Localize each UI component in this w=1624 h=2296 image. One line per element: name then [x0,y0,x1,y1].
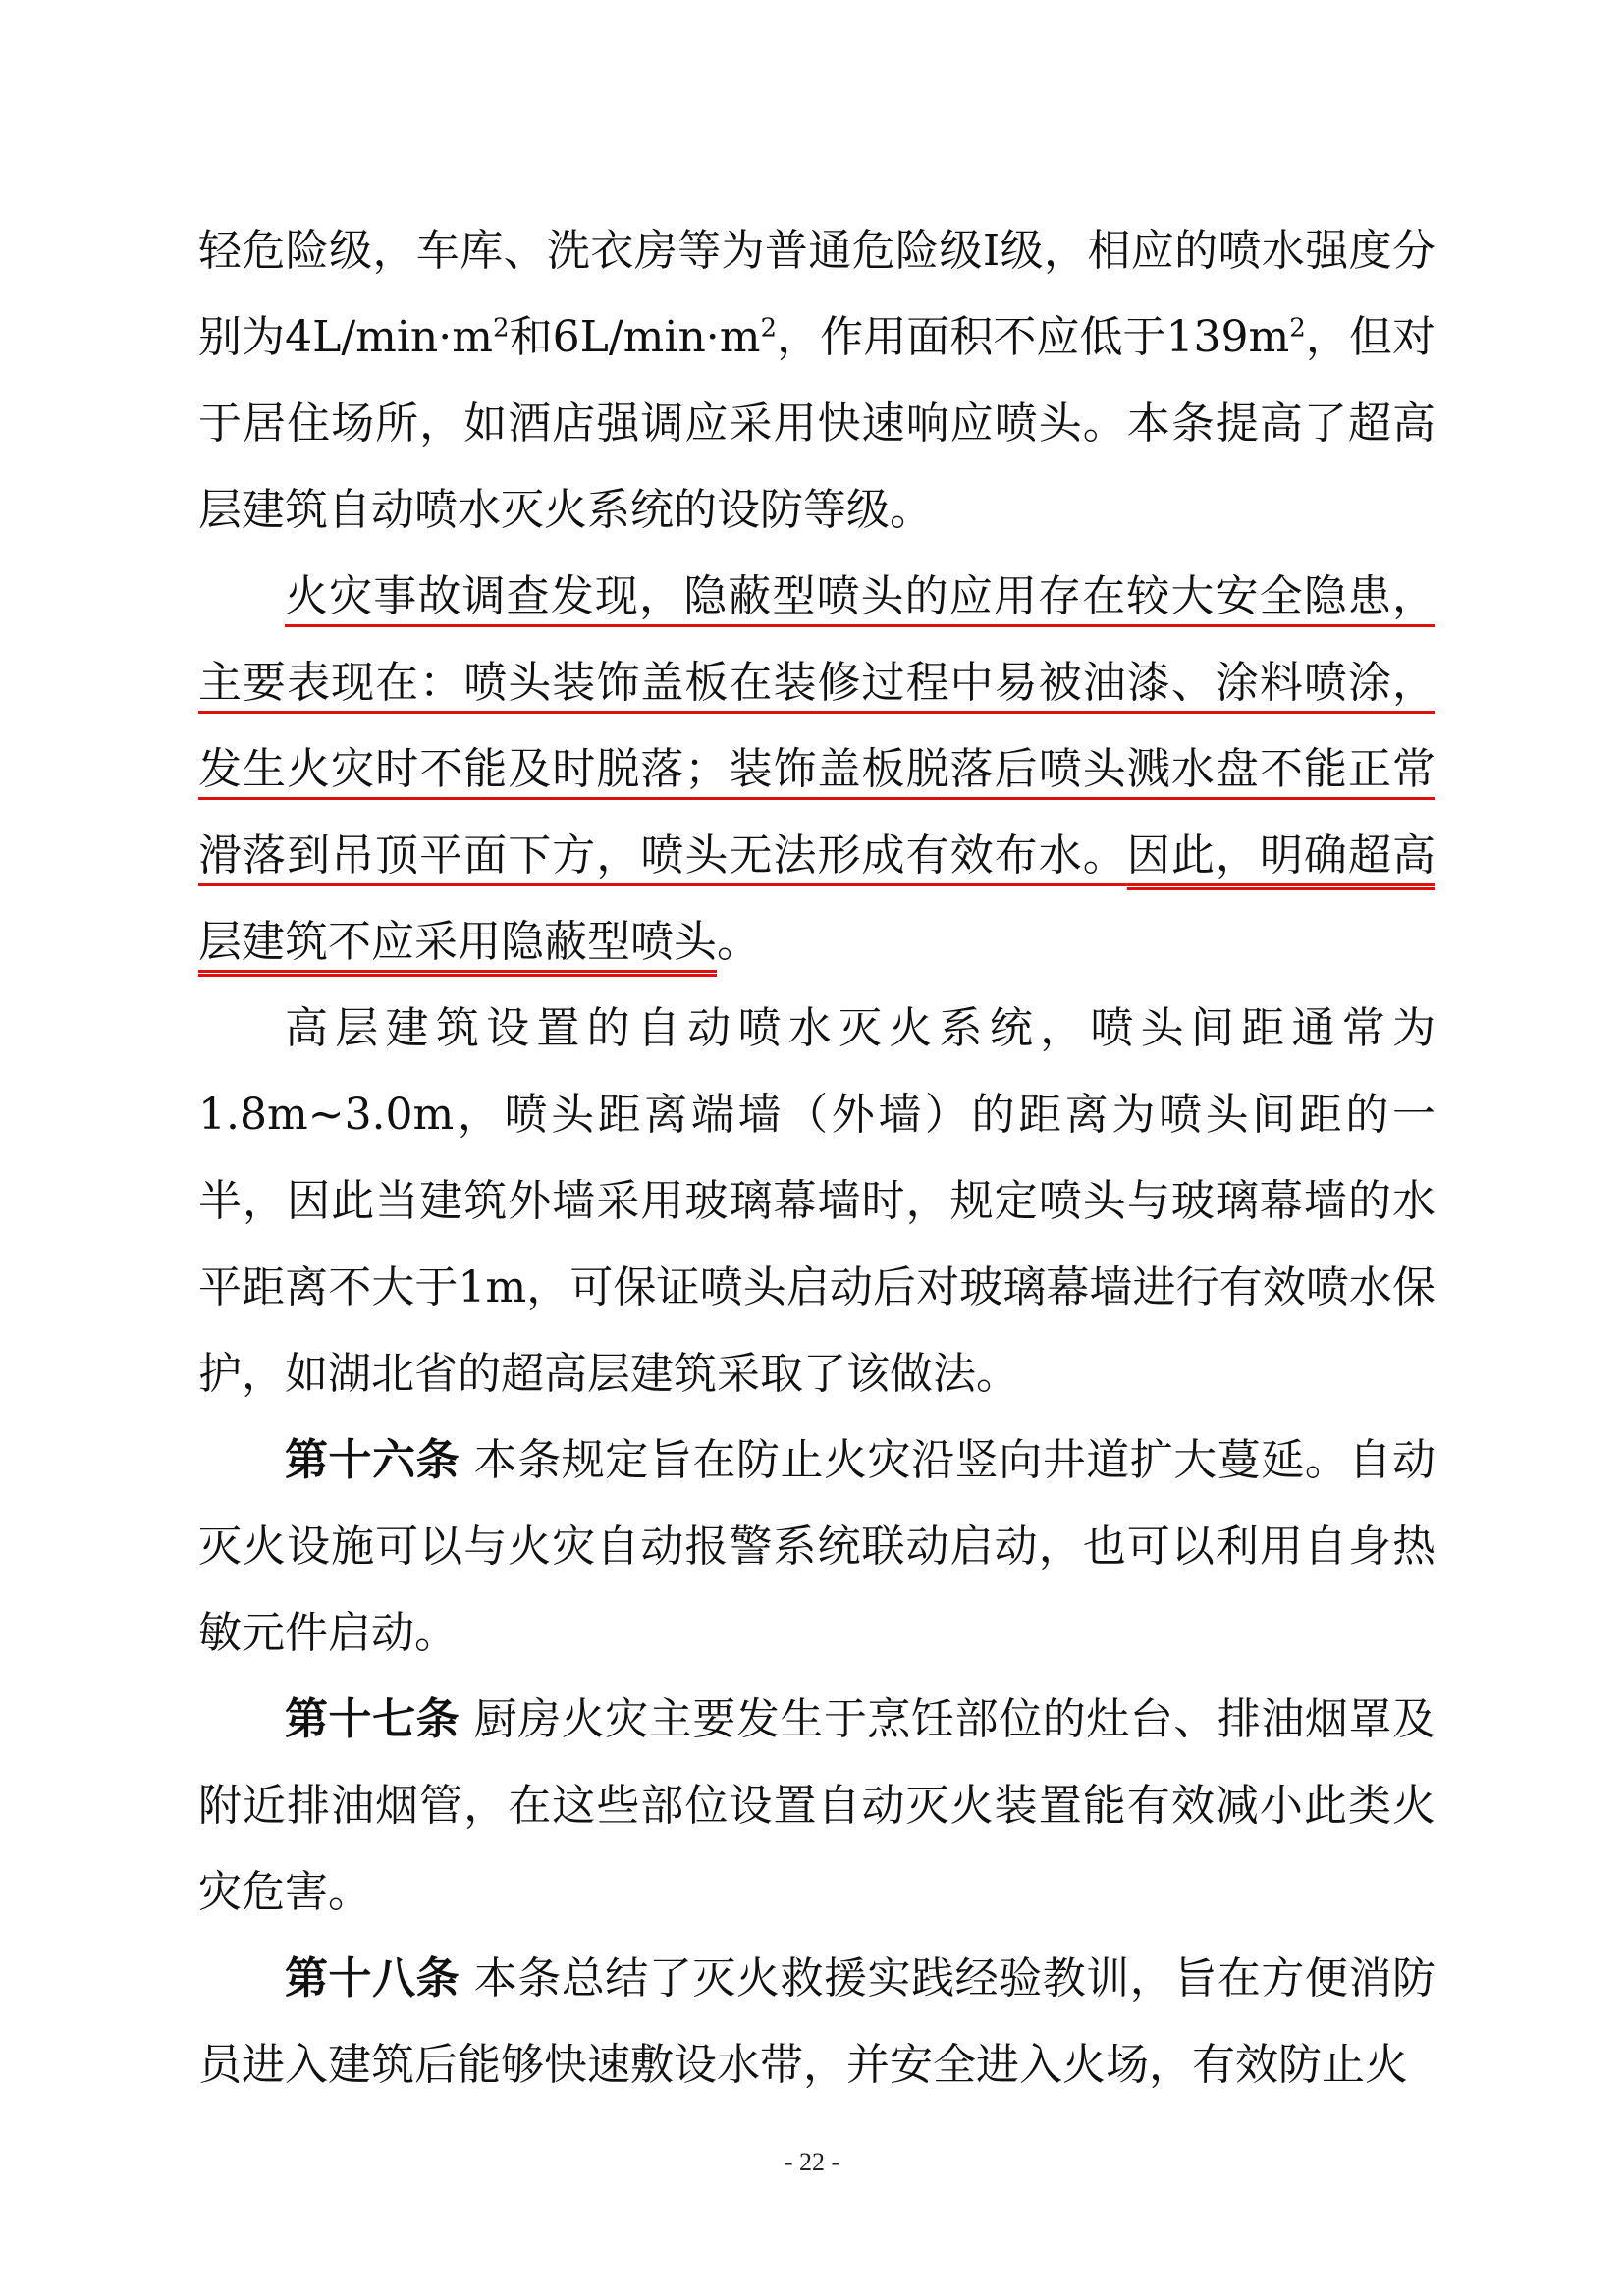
paragraph-text: 轻危险级，车库、洗衣房等为普通危险级Ⅰ级，相应的喷水强度分别为4L/min·m [198,226,1435,362]
paragraph-text: ，但对于居住场所，如酒店强调应采用快速响应喷头。本条提高了超高层建筑自动喷水灭火系统的设防等级。 [198,312,1435,535]
paragraph-text: 和6L/min·m [509,312,761,362]
paragraph-text: 本条总结了灭火救援实践经验教训，旨在方便消防员进入建筑后能够快速敷设水带，并安全进入火场，有效防止火 [198,1953,1435,2090]
underlined-text: 火灾事故调查发现，隐蔽型喷头的应用存在较大安全隐患，主要表现在：喷头装饰盖板在装修过程中易被油漆、涂料喷涂，发生火灾时不能及时脱落；装饰盖板脱落后喷头溅水盘不能正常滑落到吊顶平面下方，喷头无法形成有效布水。 [198,571,1435,881]
superscript: 2 [492,313,510,344]
article-heading: 第十七条 [285,1694,460,1744]
paragraph-article-16 [198,1417,1435,1677]
paragraph-sprinkler-spacing [198,986,1435,1417]
page-number: - 22 - [784,2148,840,2176]
paragraph-text: 厨房火灾主要发生于烹饪部位的灶台、排油烟罩及附近排油烟管，在这些部位设置自动灭火装置能有效减小此类火灾危害。 [198,1694,1435,1917]
article-heading: 第十八条 [285,1953,460,2003]
paragraph-text: ，作用面积不应低于139m [777,312,1290,362]
paragraph-concealed-sprinkler [198,554,1435,986]
paragraph-sprinkler-intensity [198,208,1435,554]
paragraph-article-18 [198,1936,1435,2109]
paragraph-text: 本条规定旨在防止火灾沿竖向井道扩大蔓延。自动灭火设施可以与火灾自动报警系统联动启动，也可以利用自身热敏元件启动。 [198,1435,1435,1658]
double-underlined-text: 因此，明确超高层建筑不应采用隐蔽型喷头 [198,830,1436,967]
document-body [198,208,1435,2109]
paragraph-text: 高层建筑设置的自动喷水灭火系统，喷头间距通常为1.8m~3.0m，喷头距离端墙（外墙）的距离为喷头间距的一半，因此当建筑外墙采用玻璃幕墙时，规定喷头与玻璃幕墙的水平距离不大于1m，可保证喷头启动后对玻璃幕墙进行有效喷水保护，如湖北省的超高层建筑采取了该做法。 [198,1003,1435,1399]
superscript: 2 [760,313,778,344]
paragraph-text: 。 [717,917,760,967]
paragraph-article-17 [198,1677,1435,1936]
article-heading: 第十六条 [285,1435,460,1485]
superscript: 2 [1289,313,1306,344]
